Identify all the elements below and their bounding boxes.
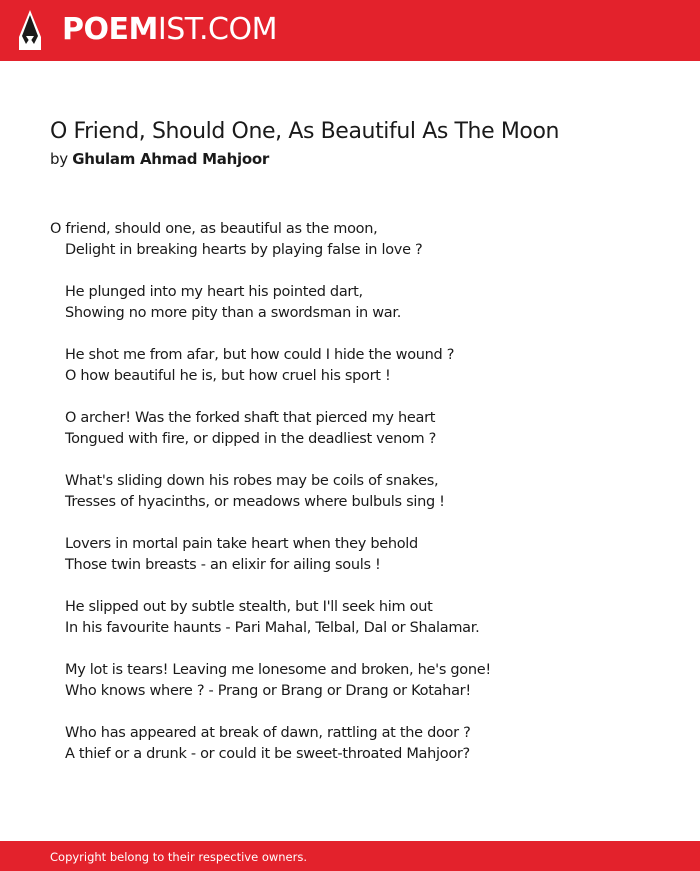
site-logo[interactable] bbox=[62, 12, 277, 48]
poem-body bbox=[50, 219, 650, 786]
poem-line: O archer! Was the forked shaft that pierced my heart bbox=[65, 410, 436, 426]
author-name: Ghulam Ahmad Mahjoor bbox=[72, 150, 269, 168]
site-header bbox=[0, 0, 700, 61]
poem-line: Tongued with fire, or dipped in the deadliest venom ? bbox=[65, 431, 437, 447]
stanza bbox=[50, 219, 650, 261]
poem-line: In his favourite haunts - Pari Mahal, Telbal, Dal or Shalamar. bbox=[65, 620, 480, 636]
poem-line: Those twin breasts - an elixir for ailing souls ! bbox=[65, 557, 381, 573]
copyright-text: Copyright belong to their respective owners. bbox=[50, 850, 308, 864]
stanza bbox=[50, 408, 650, 450]
stanza bbox=[50, 282, 650, 324]
poem-line: Tresses of hyacinths, or meadows where bulbuls sing ! bbox=[65, 494, 445, 510]
poem-line: Lovers in mortal pain take heart when they behold bbox=[65, 536, 418, 552]
by-label: by bbox=[50, 150, 68, 168]
poem-title: O Friend, Should One, As Beautiful As The Moon bbox=[50, 119, 560, 144]
pen-nib-icon bbox=[18, 9, 42, 51]
byline bbox=[50, 149, 269, 169]
poem-line: Who knows where ? - Prang or Brang or Drang or Kotahar! bbox=[65, 683, 471, 699]
poem-line: Delight in breaking hearts by playing false in love ? bbox=[65, 242, 423, 258]
poem-line: O friend, should one, as beautiful as the moon, bbox=[50, 221, 378, 237]
poem-line: What's sliding down his robes may be coils of snakes, bbox=[65, 473, 439, 489]
poem-line: My lot is tears! Leaving me lonesome and broken, he's gone! bbox=[65, 662, 491, 678]
poem-line: A thief or a drunk - or could it be sweet-throated Mahjoor? bbox=[65, 746, 470, 762]
brand-light-text: IST.COM bbox=[157, 12, 277, 47]
site-footer bbox=[0, 841, 700, 871]
poem-line: Who has appeared at break of dawn, rattling at the door ? bbox=[65, 725, 471, 741]
brand-bold-text: POEM bbox=[62, 12, 158, 47]
stanza bbox=[50, 723, 650, 765]
poem-line: O how beautiful he is, but how cruel his sport ! bbox=[65, 368, 391, 384]
stanza bbox=[50, 534, 650, 576]
poem-line: He plunged into my heart his pointed dart, bbox=[65, 284, 363, 300]
stanza bbox=[50, 660, 650, 702]
stanza bbox=[50, 597, 650, 639]
poem-line: Showing no more pity than a swordsman in war. bbox=[65, 305, 402, 321]
stanza bbox=[50, 345, 650, 387]
stanza bbox=[50, 471, 650, 513]
poem-line: He slipped out by subtle stealth, but I'll seek him out bbox=[65, 599, 433, 615]
poem-line: He shot me from afar, but how could I hide the wound ? bbox=[65, 347, 455, 363]
